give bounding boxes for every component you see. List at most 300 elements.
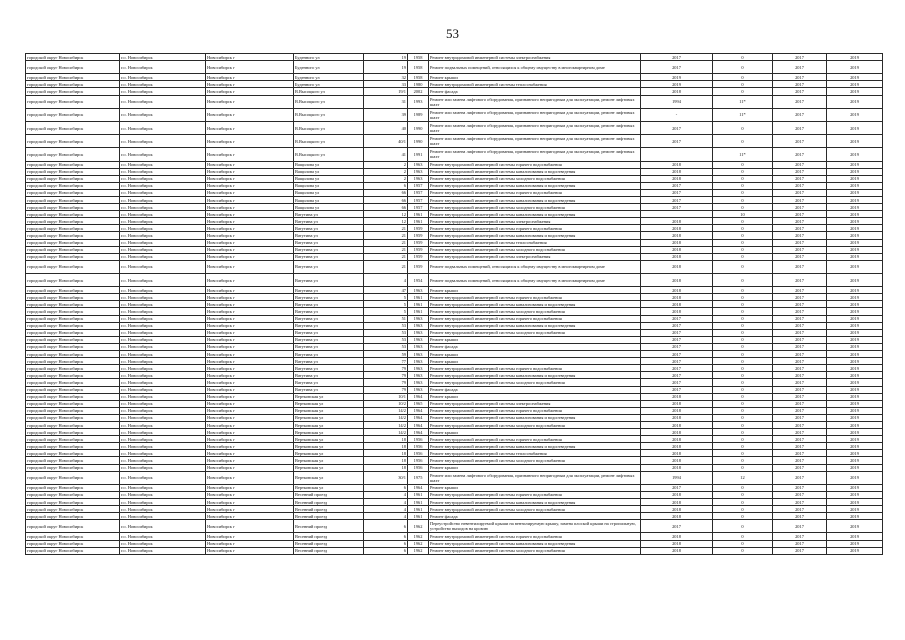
cell-municipality: городской округ Новосибирск [26, 491, 120, 498]
cell-build-year: 1961 [408, 211, 429, 218]
cell-plan-end-year: 2019 [827, 274, 883, 287]
cell-wear-percent: 11* [713, 148, 773, 161]
cell-street: В.Высоцкого ул [294, 148, 364, 161]
cell-district: г.о. Новосибирск [120, 61, 206, 74]
cell-district: г.о. Новосибирск [120, 88, 206, 95]
cell-wear-percent: 0 [713, 168, 773, 175]
cell-plan-start-year: 2017 [773, 121, 827, 134]
table-row [26, 393, 883, 400]
cell-build-year: 1990 [408, 121, 429, 134]
cell-build-year: 1959 [408, 239, 429, 246]
cell-street: Весенний проезд [294, 506, 364, 513]
cell-street: Ватутина ул [294, 260, 364, 273]
cell-municipality: городской округ Новосибирск [26, 407, 120, 414]
cell-last-repair-year: 2017 [641, 61, 713, 74]
cell-build-year: 2002 [408, 88, 429, 95]
cell-district: г.о. Новосибирск [120, 491, 206, 498]
cell-wear-percent: 0 [713, 246, 773, 253]
cell-house-number: 18 [364, 464, 408, 471]
cell-house-number: 53 [364, 343, 408, 350]
table-row [26, 253, 883, 260]
cell-plan-start-year: 2017 [773, 414, 827, 421]
cell-wear-percent: 0 [713, 421, 773, 428]
cell-build-year: 1961 [408, 506, 429, 513]
cell-municipality: городской округ Новосибирск [26, 547, 120, 554]
cell-municipality: городской округ Новосибирск [26, 436, 120, 443]
cell-plan-start-year: 2017 [773, 95, 827, 108]
table-row [26, 121, 883, 134]
cell-locality: Новосибирск г [206, 74, 294, 81]
cell-work-type: Ремонт внутридомовой инженерной системы канализования и водоотведения [429, 168, 641, 175]
cell-plan-start-year: 2017 [773, 218, 827, 225]
cell-wear-percent: 0 [713, 365, 773, 372]
cell-plan-start-year: 2017 [773, 168, 827, 175]
cell-locality: Новосибирск г [206, 211, 294, 218]
cell-locality: Новосибирск г [206, 533, 294, 540]
cell-district: г.о. Новосибирск [120, 189, 206, 196]
table-row [26, 379, 883, 386]
cell-last-repair-year: 2018 [641, 393, 713, 400]
table-row [26, 365, 883, 372]
cell-municipality: городской округ Новосибирск [26, 196, 120, 203]
cell-district: г.о. Новосибирск [120, 121, 206, 134]
cell-locality: Новосибирск г [206, 239, 294, 246]
cell-build-year: 1959 [408, 232, 429, 239]
cell-plan-end-year: 2019 [827, 386, 883, 393]
cell-build-year: 1961 [408, 491, 429, 498]
cell-municipality: городской округ Новосибирск [26, 386, 120, 393]
table-row [26, 301, 883, 308]
cell-district: г.о. Новосибирск [120, 533, 206, 540]
cell-plan-start-year: 2017 [773, 365, 827, 372]
cell-last-repair-year: 2018 [641, 274, 713, 287]
cell-district: г.о. Новосибирск [120, 148, 206, 161]
cell-house-number: 4 [364, 491, 408, 498]
cell-district: г.о. Новосибирск [120, 407, 206, 414]
cell-build-year: 1963 [408, 322, 429, 329]
cell-house-number: 77 [364, 358, 408, 365]
cell-house-number: 6 [364, 533, 408, 540]
cell-plan-end-year: 2019 [827, 108, 883, 121]
cell-municipality: городской округ Новосибирск [26, 95, 120, 108]
cell-work-type: Ремонт крыши [429, 393, 641, 400]
cell-district: г.о. Новосибирск [120, 443, 206, 450]
cell-district: г.о. Новосибирск [120, 343, 206, 350]
table-row [26, 421, 883, 428]
cell-work-type: Ремонт внутридомовой инженерной системы холодного водоснабжения [429, 175, 641, 182]
cell-last-repair-year: 2018 [641, 260, 713, 273]
table-row [26, 204, 883, 211]
cell-work-type: Ремонт фасада [429, 88, 641, 95]
cell-municipality: городской округ Новосибирск [26, 464, 120, 471]
cell-work-type: Ремонт внутридомовой инженерной системы горячего водоснабжения [429, 315, 641, 322]
cell-house-number: 53 [364, 322, 408, 329]
table-row [26, 484, 883, 491]
cell-plan-end-year: 2019 [827, 225, 883, 232]
cell-plan-start-year: 2017 [773, 204, 827, 211]
cell-work-type: Ремонт внутридомовой инженерной системы холодного водоснабжения [429, 547, 641, 554]
table-row [26, 246, 883, 253]
cell-build-year: 1964 [408, 407, 429, 414]
table-row [26, 372, 883, 379]
cell-street: Весенний проезд [294, 491, 364, 498]
cell-last-repair-year: 2018 [641, 225, 713, 232]
cell-work-type: Ремонт внутридомовой инженерной системы канализования и водоотведения [429, 540, 641, 547]
cell-locality: Новосибирск г [206, 336, 294, 343]
table-row [26, 260, 883, 273]
cell-build-year: 1963 [408, 329, 429, 336]
cell-locality: Новосибирск г [206, 506, 294, 513]
cell-last-repair-year: 2017 [641, 182, 713, 189]
cell-plan-end-year: 2019 [827, 393, 883, 400]
cell-street: Ватутина ул [294, 253, 364, 260]
cell-last-repair-year: 2017 [641, 336, 713, 343]
cell-locality: Новосибирск г [206, 61, 294, 74]
cell-district: г.о. Новосибирск [120, 308, 206, 315]
cell-plan-end-year: 2019 [827, 239, 883, 246]
table-row [26, 407, 883, 414]
cell-wear-percent: 0 [713, 161, 773, 168]
cell-street: Буденного ул [294, 54, 364, 61]
cell-plan-end-year: 2019 [827, 436, 883, 443]
cell-house-number: 30/1 [364, 471, 408, 484]
cell-street: В.Высоцкого ул [294, 88, 364, 95]
cell-plan-start-year: 2017 [773, 225, 827, 232]
cell-plan-end-year: 2019 [827, 61, 883, 74]
cell-work-type: Ремонт внутридомовой инженерной системы канализования и водоотведения [429, 301, 641, 308]
cell-locality: Новосибирск г [206, 260, 294, 273]
cell-plan-end-year: 2019 [827, 547, 883, 554]
cell-street: Ватутина ул [294, 351, 364, 358]
cell-house-number: 53 [364, 336, 408, 343]
cell-district: г.о. Новосибирск [120, 225, 206, 232]
cell-last-repair-year: 2018 [641, 301, 713, 308]
cell-work-type: Ремонт или замена лифтового оборудования, признанного непригодным для эксплуатации, ремонт лифтовых шахт [429, 135, 641, 148]
cell-plan-end-year: 2019 [827, 421, 883, 428]
cell-last-repair-year: 2017 [641, 379, 713, 386]
cell-house-number: 21 [364, 232, 408, 239]
cell-municipality: городской округ Новосибирск [26, 443, 120, 450]
cell-build-year: 1957 [408, 196, 429, 203]
cell-plan-end-year: 2019 [827, 513, 883, 520]
cell-plan-end-year: 2019 [827, 161, 883, 168]
cell-build-year: 1963 [408, 175, 429, 182]
cell-plan-start-year: 2017 [773, 301, 827, 308]
cell-plan-end-year: 2019 [827, 204, 883, 211]
cell-locality: Новосибирск г [206, 182, 294, 189]
cell-last-repair-year: 2018 [641, 499, 713, 506]
cell-last-repair-year: 2018 [641, 421, 713, 428]
cell-plan-start-year: 2017 [773, 148, 827, 161]
cell-wear-percent: 0 [713, 121, 773, 134]
cell-wear-percent: 11* [713, 95, 773, 108]
cell-plan-start-year: 2017 [773, 421, 827, 428]
table-row [26, 175, 883, 182]
cell-municipality: городской округ Новосибирск [26, 513, 120, 520]
cell-last-repair-year: 2018 [641, 443, 713, 450]
cell-street: Ватутина ул [294, 274, 364, 287]
cell-plan-start-year: 2017 [773, 329, 827, 336]
cell-municipality: городской округ Новосибирск [26, 301, 120, 308]
cell-wear-percent: 0 [713, 315, 773, 322]
table-row [26, 54, 883, 61]
cell-build-year: 1963 [408, 365, 429, 372]
cell-street: Ващилова ул [294, 161, 364, 168]
cell-build-year: 1961 [408, 301, 429, 308]
table-row [26, 211, 883, 218]
cell-wear-percent: 0 [713, 54, 773, 61]
cell-plan-end-year: 2019 [827, 121, 883, 134]
cell-house-number: 4 [364, 513, 408, 520]
table-row [26, 343, 883, 350]
cell-plan-start-year: 2017 [773, 161, 827, 168]
cell-house-number: 66 [364, 196, 408, 203]
cell-municipality: городской округ Новосибирск [26, 343, 120, 350]
cell-municipality: городской округ Новосибирск [26, 365, 120, 372]
cell-plan-start-year: 2017 [773, 547, 827, 554]
cell-street: Вертковская ул [294, 464, 364, 471]
table-row [26, 540, 883, 547]
cell-street: Вертковская ул [294, 414, 364, 421]
cell-district: г.о. Новосибирск [120, 218, 206, 225]
cell-locality: Новосибирск г [206, 520, 294, 533]
cell-street: Ватутина ул [294, 301, 364, 308]
cell-district: г.о. Новосибирск [120, 239, 206, 246]
cell-work-type: Ремонт крыши [429, 358, 641, 365]
cell-municipality: городской округ Новосибирск [26, 54, 120, 61]
cell-locality: Новосибирск г [206, 329, 294, 336]
cell-locality: Новосибирск г [206, 218, 294, 225]
cell-last-repair-year: 2018 [641, 450, 713, 457]
cell-plan-start-year: 2017 [773, 232, 827, 239]
cell-district: г.о. Новосибирск [120, 246, 206, 253]
cell-street: Вертковская ул [294, 484, 364, 491]
cell-municipality: городской округ Новосибирск [26, 135, 120, 148]
cell-house-number: 19/1 [364, 88, 408, 95]
table-row [26, 464, 883, 471]
cell-municipality: городской округ Новосибирск [26, 315, 120, 322]
cell-municipality: городской округ Новосибирск [26, 211, 120, 218]
cell-build-year: 1963 [408, 343, 429, 350]
cell-house-number: 41 [364, 148, 408, 161]
cell-plan-start-year: 2017 [773, 54, 827, 61]
cell-plan-end-year: 2019 [827, 246, 883, 253]
cell-house-number: 2 [364, 175, 408, 182]
cell-last-repair-year: 2017 [641, 54, 713, 61]
cell-street: Ватутина ул [294, 365, 364, 372]
table-row [26, 161, 883, 168]
cell-district: г.о. Новосибирск [120, 294, 206, 301]
cell-plan-start-year: 2017 [773, 351, 827, 358]
cell-plan-end-year: 2019 [827, 88, 883, 95]
cell-last-repair-year: 2018 [641, 246, 713, 253]
cell-plan-end-year: 2019 [827, 148, 883, 161]
cell-district: г.о. Новосибирск [120, 81, 206, 88]
cell-wear-percent: 0 [713, 358, 773, 365]
cell-municipality: городской округ Новосибирск [26, 218, 120, 225]
cell-locality: Новосибирск г [206, 135, 294, 148]
cell-work-type: Ремонт внутридомовой инженерной системы теплоснабжения [429, 81, 641, 88]
cell-last-repair-year: 2018 [641, 175, 713, 182]
cell-district: г.о. Новосибирск [120, 358, 206, 365]
cell-wear-percent: 0 [713, 81, 773, 88]
cell-street: Ватутина ул [294, 343, 364, 350]
cell-locality: Новосибирск г [206, 499, 294, 506]
table-row [26, 336, 883, 343]
cell-house-number: 66 [364, 189, 408, 196]
cell-district: г.о. Новосибирск [120, 414, 206, 421]
cell-plan-end-year: 2019 [827, 315, 883, 322]
cell-build-year: 1962 [408, 540, 429, 547]
table-row [26, 95, 883, 108]
cell-plan-start-year: 2017 [773, 457, 827, 464]
cell-house-number: 18 [364, 443, 408, 450]
cell-last-repair-year: 2018 [641, 253, 713, 260]
cell-build-year: 1963 [408, 372, 429, 379]
cell-plan-start-year: 2017 [773, 294, 827, 301]
cell-build-year: 1956 [408, 457, 429, 464]
cell-plan-end-year: 2019 [827, 365, 883, 372]
cell-plan-end-year: 2019 [827, 372, 883, 379]
cell-house-number: 6 [364, 520, 408, 533]
cell-build-year: 1963 [408, 379, 429, 386]
cell-street: Вертковская ул [294, 421, 364, 428]
table-row [26, 196, 883, 203]
cell-wear-percent: 0 [713, 287, 773, 294]
cell-district: г.о. Новосибирск [120, 372, 206, 379]
cell-build-year: 1963 [408, 287, 429, 294]
cell-last-repair-year: 2017 [641, 135, 713, 148]
cell-work-type: Ремонт фасада [429, 386, 641, 393]
table-row [26, 547, 883, 554]
cell-plan-end-year: 2019 [827, 414, 883, 421]
cell-wear-percent: 0 [713, 443, 773, 450]
cell-municipality: городской округ Новосибирск [26, 81, 120, 88]
cell-house-number: 12 [364, 218, 408, 225]
cell-build-year: 1991 [408, 148, 429, 161]
cell-work-type: Ремонт внутридомовой инженерной системы холодного водоснабжения [429, 379, 641, 386]
table-row [26, 308, 883, 315]
cell-plan-end-year: 2019 [827, 211, 883, 218]
cell-work-type: Ремонт внутридомовой инженерной системы канализования и водоотведения [429, 322, 641, 329]
cell-build-year: 1989 [408, 108, 429, 121]
cell-plan-end-year: 2019 [827, 400, 883, 407]
cell-last-repair-year: 2017 [641, 358, 713, 365]
table-row [26, 520, 883, 533]
cell-house-number: 10/2 [364, 400, 408, 407]
cell-plan-end-year: 2019 [827, 351, 883, 358]
cell-work-type: Ремонт подвальных помещений, относящихся к общему имуществу в многоквартирном доме [429, 260, 641, 273]
cell-work-type: Ремонт внутридомовой инженерной системы холодного водоснабжения [429, 457, 641, 464]
cell-build-year: 1961 [408, 499, 429, 506]
cell-plan-start-year: 2017 [773, 61, 827, 74]
cell-last-repair-year: 2018 [641, 414, 713, 421]
cell-municipality: городской округ Новосибирск [26, 308, 120, 315]
cell-municipality: городской округ Новосибирск [26, 520, 120, 533]
cell-district: г.о. Новосибирск [120, 499, 206, 506]
cell-plan-end-year: 2019 [827, 464, 883, 471]
cell-wear-percent: 0 [713, 393, 773, 400]
cell-plan-start-year: 2017 [773, 484, 827, 491]
cell-build-year: 1963 [408, 336, 429, 343]
cell-work-type: Ремонт внутридомовой инженерной системы электроснабжения [429, 54, 641, 61]
cell-build-year: 1957 [408, 204, 429, 211]
cell-last-repair-year: 2018 [641, 436, 713, 443]
cell-municipality: городской округ Новосибирск [26, 540, 120, 547]
cell-plan-end-year: 2019 [827, 81, 883, 88]
cell-municipality: городской округ Новосибирск [26, 429, 120, 436]
cell-work-type: Ремонт внутридомовой инженерной системы канализования и водоотведения [429, 414, 641, 421]
cell-plan-start-year: 2017 [773, 407, 827, 414]
cell-work-type: Ремонт внутридомовой инженерной системы горячего водоснабжения [429, 161, 641, 168]
cell-street: Вертковская ул [294, 393, 364, 400]
table-row [26, 108, 883, 121]
cell-house-number: 21 [364, 246, 408, 253]
cell-wear-percent: 0 [713, 520, 773, 533]
cell-municipality: городской округ Новосибирск [26, 351, 120, 358]
cell-street: Вертковская ул [294, 443, 364, 450]
cell-locality: Новосибирск г [206, 379, 294, 386]
cell-last-repair-year: 2018 [641, 464, 713, 471]
cell-last-repair-year: 2018 [641, 513, 713, 520]
cell-district: г.о. Новосибирск [120, 135, 206, 148]
cell-build-year: 1962 [408, 533, 429, 540]
cell-wear-percent: 0 [713, 464, 773, 471]
cell-house-number: 21 [364, 239, 408, 246]
cell-locality: Новосибирск г [206, 121, 294, 134]
cell-district: г.о. Новосибирск [120, 74, 206, 81]
cell-work-type: Ремонт или замена лифтового оборудования, признанного непригодным для эксплуатации, ремонт лифтовых шахт [429, 148, 641, 161]
cell-plan-end-year: 2019 [827, 520, 883, 533]
cell-locality: Новосибирск г [206, 351, 294, 358]
cell-plan-end-year: 2019 [827, 329, 883, 336]
cell-street: В.Высоцкого ул [294, 121, 364, 134]
cell-last-repair-year: 2018 [641, 218, 713, 225]
cell-build-year: 1956 [408, 443, 429, 450]
cell-district: г.о. Новосибирск [120, 484, 206, 491]
cell-wear-percent: 0 [713, 135, 773, 148]
cell-last-repair-year: 2018 [641, 533, 713, 540]
cell-street: Ватутина ул [294, 287, 364, 294]
cell-work-type: Ремонт подвальных помещений, относящихся к общему имуществу в многоквартирном доме [429, 274, 641, 287]
table-row [26, 81, 883, 88]
cell-last-repair-year: 2017 [641, 386, 713, 393]
cell-build-year: 1962 [408, 520, 429, 533]
cell-work-type: Ремонт внутридомовой инженерной системы электроснабжения [429, 218, 641, 225]
cell-last-repair-year: 2017 [641, 121, 713, 134]
cell-last-repair-year: 1994 [641, 95, 713, 108]
cell-plan-start-year: 2017 [773, 189, 827, 196]
cell-plan-start-year: 2017 [773, 400, 827, 407]
cell-work-type: Ремонт внутридомовой инженерной системы канализования и водоотведения [429, 232, 641, 239]
cell-last-repair-year: 2019 [641, 74, 713, 81]
cell-municipality: городской округ Новосибирск [26, 294, 120, 301]
cell-street: Ватутина ул [294, 358, 364, 365]
table-row [26, 294, 883, 301]
cell-house-number: 47 [364, 287, 408, 294]
cell-house-number: 6 [364, 547, 408, 554]
cell-locality: Новосибирск г [206, 294, 294, 301]
cell-last-repair-year: 2019 [641, 81, 713, 88]
cell-wear-percent: 12 [713, 471, 773, 484]
cell-street: В.Высоцкого ул [294, 135, 364, 148]
table-row [26, 329, 883, 336]
cell-last-repair-year: 2018 [641, 506, 713, 513]
cell-plan-start-year: 2017 [773, 540, 827, 547]
cell-wear-percent: 0 [713, 484, 773, 491]
cell-municipality: городской округ Новосибирск [26, 274, 120, 287]
register-body [26, 54, 883, 555]
